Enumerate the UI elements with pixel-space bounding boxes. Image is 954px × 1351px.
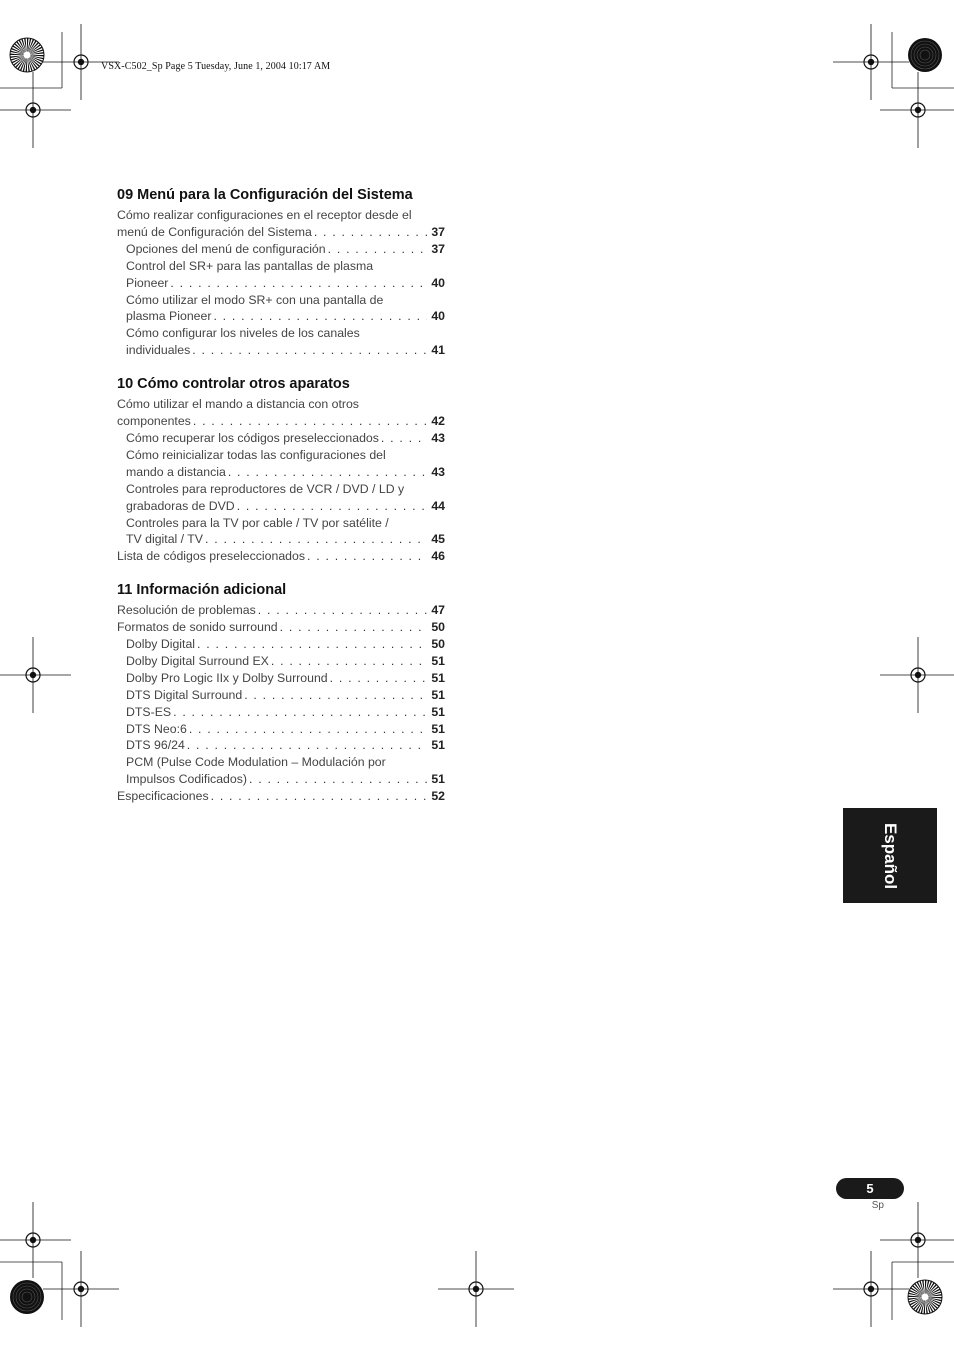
toc-page-number: 46 xyxy=(431,549,445,564)
dot-leader xyxy=(256,602,427,619)
toc-entry-text: Controles para la TV por cable / TV por satélite / xyxy=(126,515,389,530)
section-heading: 09 Menú para la Configuración del Sistema xyxy=(117,187,413,203)
toc-page-number: 40 xyxy=(431,309,445,324)
toc-entry-text: DTS-ES xyxy=(126,704,172,719)
dot-leader xyxy=(242,687,427,704)
toc-page-number: 37 xyxy=(431,241,445,256)
dot-leader xyxy=(187,721,427,738)
dot-leader xyxy=(247,771,427,788)
toc-section xyxy=(117,581,445,805)
toc-section xyxy=(117,186,445,359)
toc-page-number: 50 xyxy=(431,620,445,635)
section-heading: 10 Cómo controlar otros aparatos xyxy=(117,376,350,393)
toc-page-number: 43 xyxy=(431,430,445,445)
toc-entry-text: menú de Configuración del Sistema xyxy=(117,224,312,239)
dot-leader xyxy=(209,788,427,805)
dot-leader xyxy=(226,464,427,481)
toc-page-number: 51 xyxy=(431,670,445,685)
language-tab xyxy=(843,808,937,903)
toc-entry[interactable] xyxy=(117,548,445,565)
toc-entry[interactable] xyxy=(117,447,445,481)
toc-entry[interactable] xyxy=(117,430,445,447)
toc-entry[interactable] xyxy=(117,241,445,258)
toc-entry[interactable] xyxy=(117,754,445,788)
toc-entry-text: Dolby Digital Surround EX xyxy=(126,653,269,668)
dot-leader xyxy=(195,636,427,653)
toc-entry-text: individuales xyxy=(126,343,191,358)
toc-entry[interactable] xyxy=(117,636,445,653)
toc-entry[interactable] xyxy=(117,721,445,738)
toc-entry-text: Dolby Pro Logic IIx y Dolby Surround xyxy=(126,670,328,685)
toc-page-number: 42 xyxy=(431,414,445,429)
toc-entry[interactable] xyxy=(117,737,445,754)
page-number-badge: 5 xyxy=(836,1178,904,1199)
toc-entry-text: Resolución de problemas xyxy=(117,603,256,618)
toc-entry[interactable] xyxy=(117,292,445,326)
toc-page-number: 43 xyxy=(431,464,445,479)
dot-leader xyxy=(305,548,427,565)
sunburst-hub xyxy=(922,1294,929,1301)
disc-mark xyxy=(10,1280,44,1314)
toc-entry-text: Control del SR+ para las pantallas de plasma xyxy=(126,258,374,273)
dot-leader xyxy=(171,704,427,721)
disc-mark xyxy=(908,38,942,72)
dot-leader xyxy=(269,653,427,670)
toc-page-number: 51 xyxy=(431,653,445,668)
dot-leader xyxy=(312,224,427,241)
toc-entry-text: componentes xyxy=(117,414,191,429)
toc-entry-text: Cómo realizar configuraciones en el receptor desde el xyxy=(117,208,412,222)
toc-entry-text: Opciones del menú de configuración xyxy=(126,241,326,256)
toc-entry[interactable] xyxy=(117,653,445,670)
language-code: Sp xyxy=(871,1200,884,1211)
toc-entry-text: mando a distancia xyxy=(126,464,226,479)
toc-entry-text: Cómo configurar los niveles de los canales xyxy=(126,326,360,341)
toc-entry-text: Dolby Digital xyxy=(126,637,196,652)
toc-page-number: 51 xyxy=(431,772,445,787)
print-header: VSX-C502_Sp Page 5 Tuesday, June 1, 2004 10:17 AM xyxy=(101,61,331,72)
dot-leader xyxy=(379,430,427,447)
toc-entry[interactable] xyxy=(117,788,445,805)
dot-leader xyxy=(185,737,427,754)
toc-entry-text: Controles para reproductores de VCR / DVD / LD y xyxy=(126,481,405,496)
dot-leader xyxy=(168,275,427,292)
toc-page-number: 50 xyxy=(431,637,445,652)
dot-leader xyxy=(328,670,427,687)
sunburst-hub xyxy=(24,52,31,59)
toc-entry[interactable] xyxy=(117,602,445,619)
toc-page-number: 44 xyxy=(431,498,445,513)
dot-leader xyxy=(326,241,427,258)
toc-page-number: 41 xyxy=(431,343,445,358)
toc-entry[interactable] xyxy=(117,325,445,359)
dot-leader xyxy=(211,308,427,325)
language-tab-label: Español xyxy=(881,822,900,889)
toc-entry[interactable] xyxy=(117,670,445,687)
toc-page-number: 37 xyxy=(431,224,445,239)
toc-entry-text: Cómo utilizar el mando a distancia con otros xyxy=(117,397,359,412)
toc-entry-text: plasma Pioneer xyxy=(126,309,212,324)
toc-entry[interactable] xyxy=(117,258,445,292)
toc-entry[interactable] xyxy=(117,515,445,549)
toc-section xyxy=(117,375,445,565)
toc-entry-text: DTS Digital Surround xyxy=(126,687,243,702)
toc-entry-text: Cómo reinicializar todas las configuraciones del xyxy=(126,447,386,462)
toc-entry[interactable] xyxy=(117,481,445,515)
toc-entry-text: Especificaciones xyxy=(117,789,209,804)
toc-entry[interactable] xyxy=(117,396,445,430)
section-heading: 11 Información adicional xyxy=(117,582,287,599)
toc-page-number: 40 xyxy=(431,275,445,290)
toc-entry[interactable] xyxy=(117,619,445,636)
toc-entry-text: Formatos de sonido surround xyxy=(117,620,278,635)
dot-leader xyxy=(278,619,427,636)
toc-entry-text: Lista de códigos preseleccionados xyxy=(117,549,305,564)
toc-entry[interactable] xyxy=(117,704,445,721)
toc-entry[interactable] xyxy=(117,687,445,704)
dot-leader xyxy=(190,342,427,359)
toc-page-number: 52 xyxy=(431,789,445,804)
toc-entry-text: Cómo utilizar el modo SR+ con una pantalla de xyxy=(126,292,384,307)
toc-page-number: 45 xyxy=(431,532,445,547)
toc-page-number: 51 xyxy=(431,721,445,736)
table-of-contents xyxy=(117,186,445,821)
toc-page-number: 51 xyxy=(431,738,445,753)
toc-page-number: 51 xyxy=(431,704,445,719)
toc-entry-text: TV digital / TV xyxy=(126,532,203,547)
toc-page-number: 47 xyxy=(431,603,445,618)
dot-leader xyxy=(191,413,427,430)
toc-entry-text: Impulsos Codificados) xyxy=(126,772,247,787)
toc-entry-text: Cómo recuperar los códigos preseleccionados xyxy=(126,430,379,445)
toc-entry-text: DTS 96/24 xyxy=(126,738,185,753)
dot-leader xyxy=(235,498,427,515)
toc-entry-text: PCM (Pulse Code Modulation – Modulación por xyxy=(126,755,386,770)
toc-entry-text: DTS Neo:6 xyxy=(126,721,187,736)
toc-entry-text: Pioneer xyxy=(126,275,169,290)
toc-entry[interactable] xyxy=(117,207,445,241)
dot-leader xyxy=(203,531,427,548)
toc-entry-text: grabadoras de DVD xyxy=(126,498,235,513)
toc-page-number: 51 xyxy=(431,687,445,702)
